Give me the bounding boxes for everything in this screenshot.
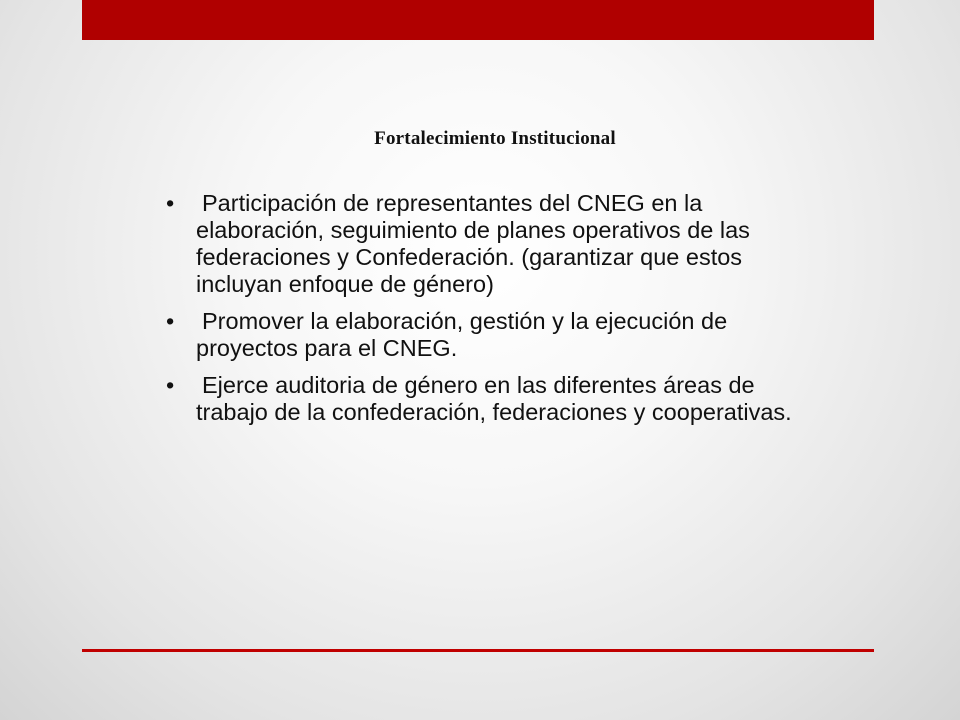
bottom-divider [82,649,874,652]
bullet-text: Promover la elaboración, gestión y la ejecución de proyectos para el CNEG. [196,308,728,361]
bullet-dot-icon: • [166,372,175,398]
bullet-item [160,308,820,362]
slide-title: Fortalecimiento Institucional [374,128,616,149]
bullet-text: Participación de representantes del CNEG en la elaboración, seguimiento de planes operativos de las federaciones y Confederación. (garantizar que estos incluyan enfoque de género) [196,190,750,297]
bullet-dot-icon: • [166,190,175,216]
bullet-item [160,190,820,298]
bullet-item [160,372,820,426]
bullet-dot-icon: • [166,308,175,334]
top-accent-bar [82,0,874,40]
bullet-text: Ejerce auditoria de género en las diferentes áreas de trabajo de la confederación, federaciones y cooperativas. [196,372,792,425]
bullet-list [160,190,820,436]
